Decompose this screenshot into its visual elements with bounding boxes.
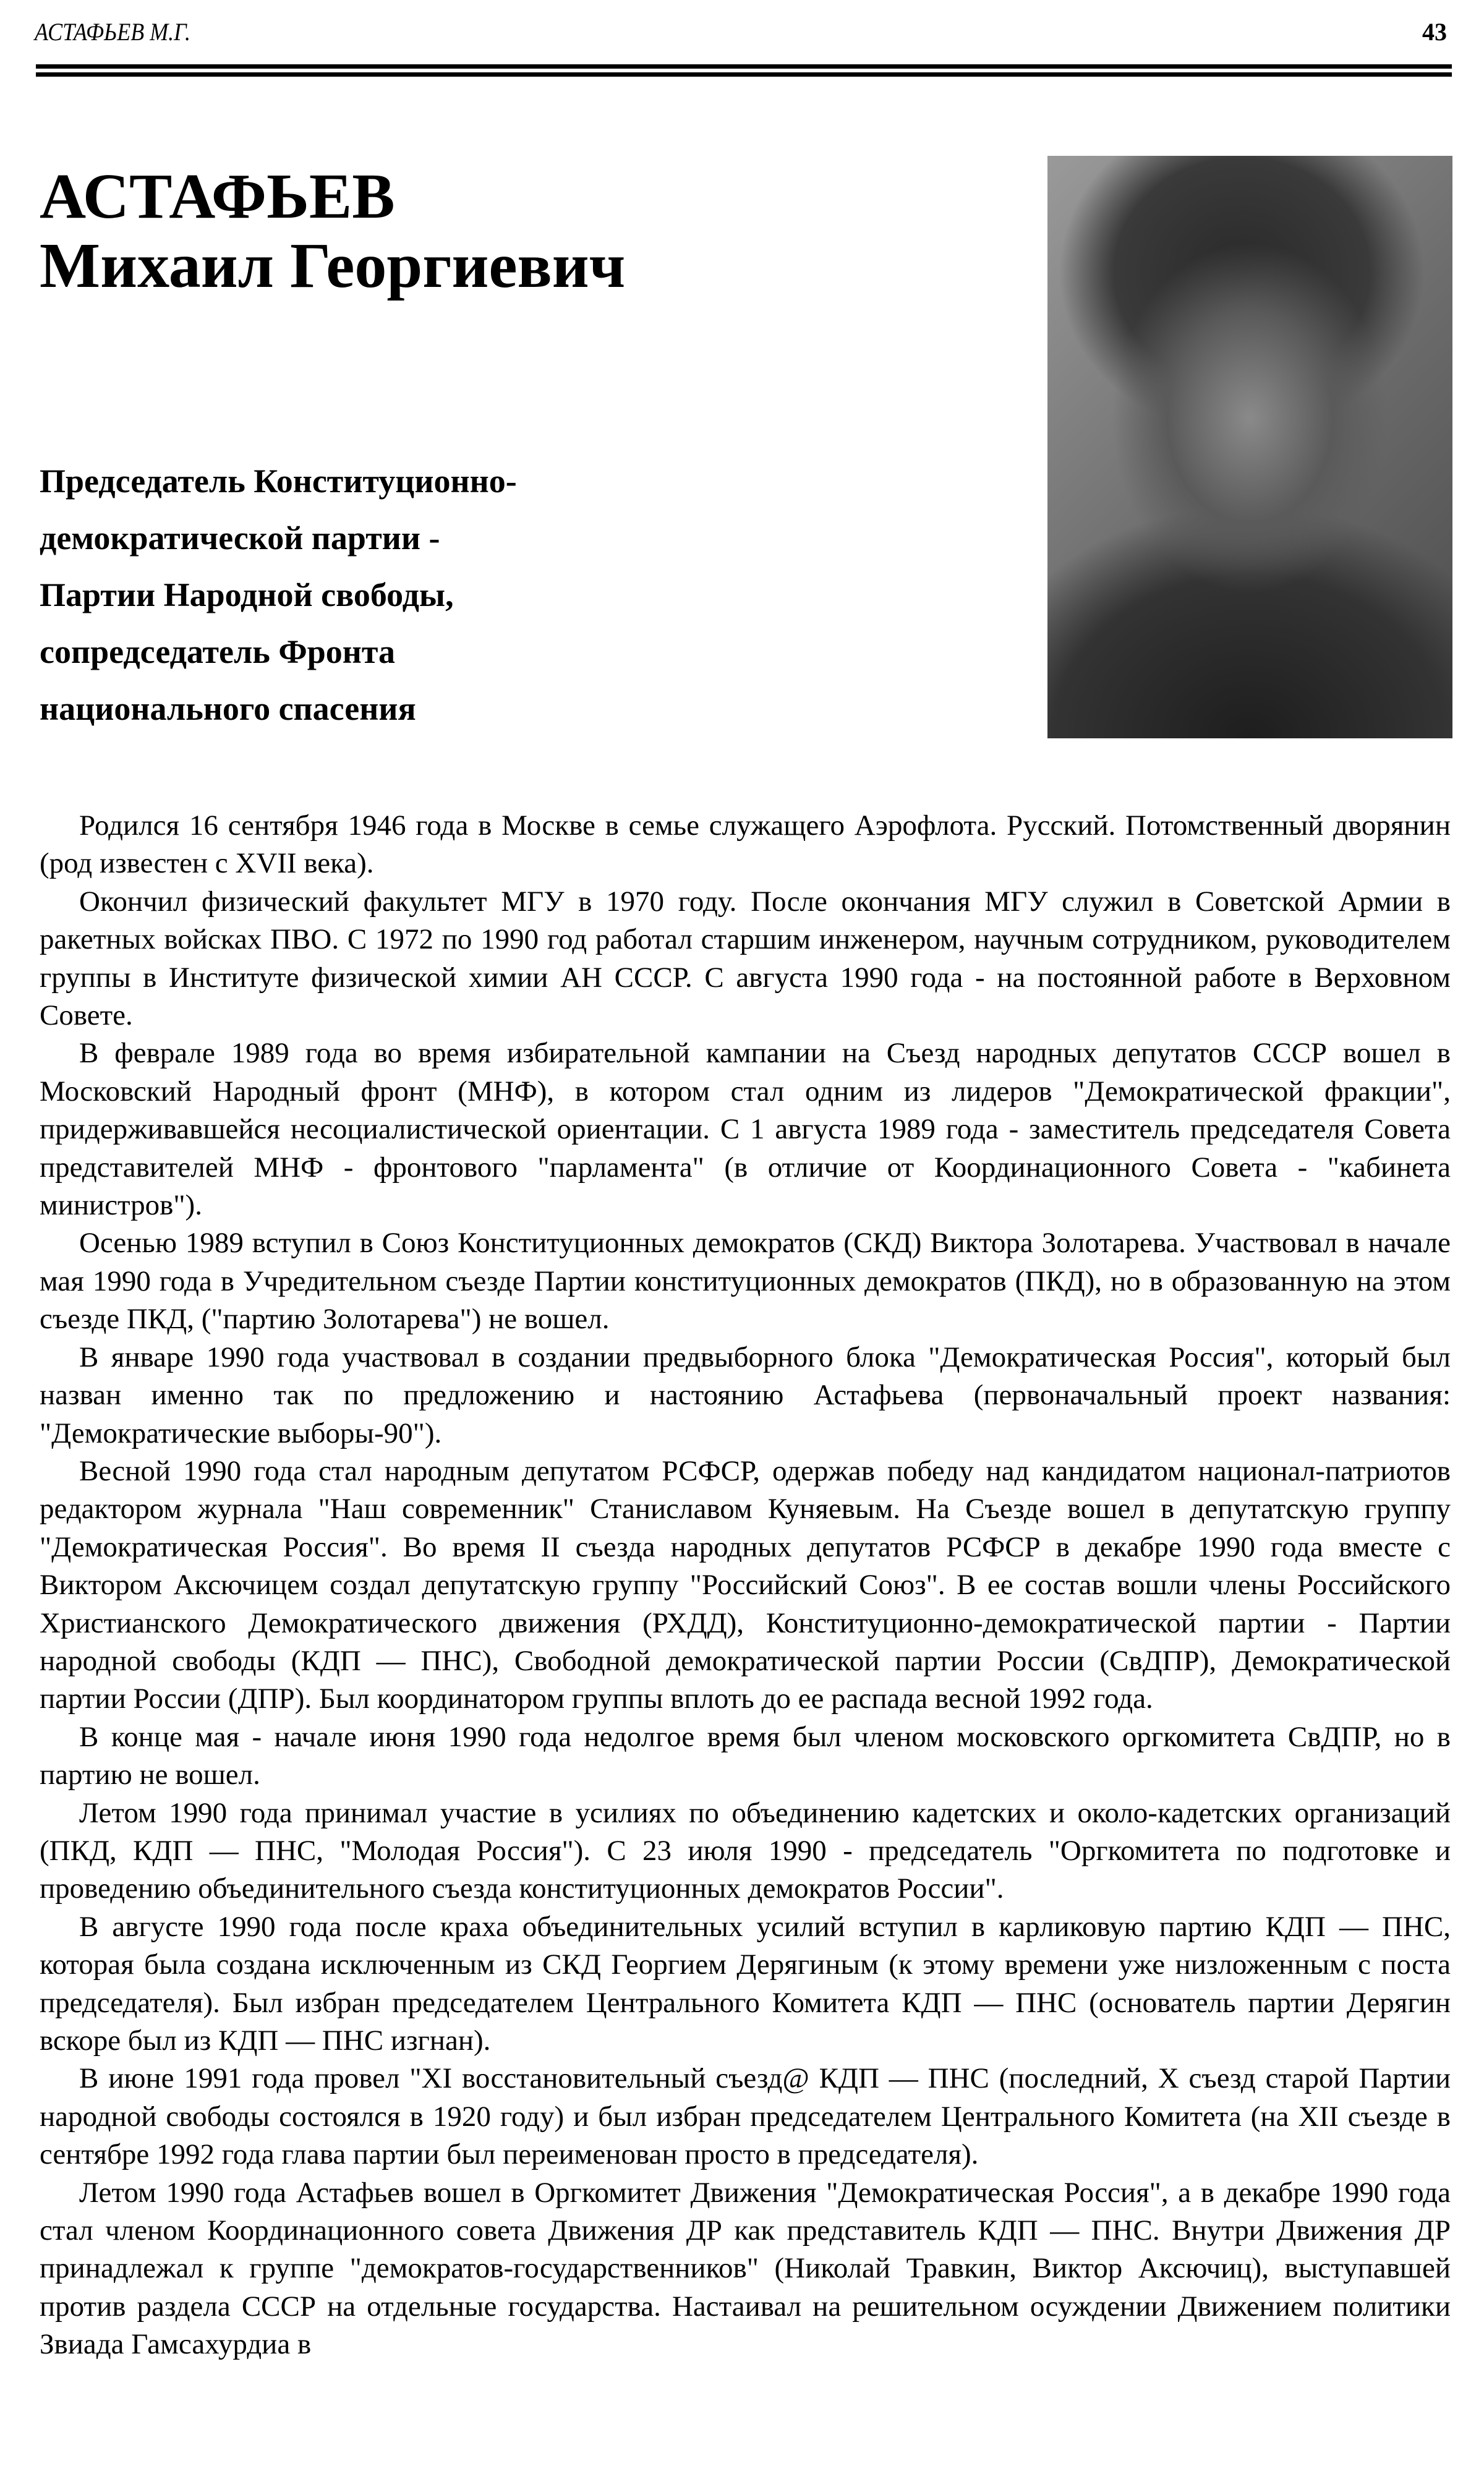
biography-text bbox=[40, 807, 1451, 2364]
paragraph: В январе 1990 года участвовал в создании предвыборного блока "Демократическая Россия", который был назван именно так по предложению и настоянию Астафьева (первоначальный проект названия: "Демократические выборы-90"). bbox=[40, 1341, 1451, 1449]
subtitle-line: Председатель Конституционно- bbox=[40, 463, 517, 500]
header-rule-bottom bbox=[36, 72, 1452, 77]
title-given-names: Михаил Георгиевич bbox=[40, 230, 626, 301]
portrait-photo bbox=[1047, 156, 1452, 738]
subtitle-line: национального спасения bbox=[40, 690, 416, 727]
paragraph: В феврале 1989 года во время избирательной кампании на Съезд народных депутатов СССР вошел в Московский Народный фронт (МНФ), в котором стал одним из лидеров "Демократической фракции", придерживавшейся несоциалистической ориентации. С 1 августа 1989 года - заместитель председателя Совета представителей МНФ - фронтового "парламента" (в отличие от Координационного Совета - "кабинета министров"). bbox=[40, 1037, 1451, 1222]
position-subtitle bbox=[40, 453, 658, 737]
paragraph: В июне 1991 года провел "XI восстановительный съезд@ КДП — ПНС (последний, X съезд старой Партии народной свободы состоялся в 1920 году) и был избран председателем Центрального Комитета (на XII съезде в сентябре 1992 года глава партии был переименован просто в председателя). bbox=[40, 2062, 1451, 2171]
title-surname: АСТАФЬЕВ bbox=[40, 161, 395, 232]
subtitle-line: демократической партии - bbox=[40, 519, 440, 557]
paragraph: Весной 1990 года стал народным депутатом РСФСР, одержав победу над кандидатом национал-патриотов редактором журнала "Наш современник" Станиславом Куняевым. На Съезде вошел в депутатскую группу "Демократическая Россия". Во время II съезда народных депутатов РСФСР в декабре 1990 года вместе с Виктором Аксючицем создал депутатскую группу "Российский Союз". В ее состав вошли члены Российского Христианского Демократического движения (РХДД), Конституционно-демократической партии - Партии народной свободы (КДП — ПНС), Свободной демократической партии России (СвДПР), Демократической партии России (ДПР). Был координатором группы вплоть до ее распада весной 1992 года. bbox=[40, 1454, 1451, 1715]
paragraph: В августе 1990 года после краха объединительных усилий вступил в карликовую партию КДП — ПНС, которая была создана исключенным из СКД Георгием Дерягиным (к этому времени уже низложенным с поста председателя). Был избран председателем Центрального Комитета КДП — ПНС (основатель партии Дерягин вскоре был из КДП — ПНС изгнан). bbox=[40, 1910, 1451, 2057]
paragraph: Родился 16 сентября 1946 года в Москве в семье служащего Аэрофлота. Русский. Потомственный дворянин (род известен с XVII века). bbox=[40, 809, 1451, 880]
subtitle-line: сопредседатель Фронта bbox=[40, 633, 396, 670]
paragraph: Летом 1990 года Астафьев вошел в Оргкомитет Движения "Демократическая Россия", а в декабре 1990 года стал членом Координационного совета Движения ДР как представитель КДП — ПНС. Внутри Движения ДР принадлежал к группе "демократов-государственников" (Николай Травкин, Виктор Аксючиц), выступавшей против раздела СССР на отдельные государства. Настаивал на решительном осуждении Движением политики Звиада Гамсахурдиа в bbox=[40, 2176, 1451, 2361]
paragraph: Окончил физический факультет МГУ в 1970 году. После окончания МГУ служил в Советской Армии в ракетных войсках ПВО. С 1972 по 1990 год работал старшим инженером, научным сотрудником, руководителем группы в Институте физической химии АН СССР. С августа 1990 года - на постоянной работе в Верховном Совете. bbox=[40, 885, 1451, 1032]
page-number: 43 bbox=[1422, 18, 1447, 46]
subtitle-line: Партии Народной свободы, bbox=[40, 576, 454, 613]
running-title: АСТАФЬЕВ М.Г. bbox=[35, 18, 190, 46]
page-title bbox=[40, 162, 625, 301]
header-rule-top bbox=[36, 64, 1452, 69]
paragraph: В конце мая - начале июня 1990 года недолгое время был членом московского оргкомитета СвДПР, но в партию не вошел. bbox=[40, 1720, 1451, 1791]
paragraph: Летом 1990 года принимал участие в усилиях по объединению кадетских и около-кадетских организаций (ПКД, КДП — ПНС, "Молодая Россия"). С 23 июля 1990 - председатель "Оргкомитета по подготовке и проведению объединительного съезда конституционных демократов России". bbox=[40, 1796, 1451, 1905]
paragraph: Осенью 1989 вступил в Союз Конституционных демократов (СКД) Виктора Золотарева. Участвовал в начале мая 1990 года в Учредительном съезде Партии конституционных демократов (ПКД), но в образованную на этом съезде ПКД, ("партию Золотарева") не вошел. bbox=[40, 1227, 1451, 1336]
